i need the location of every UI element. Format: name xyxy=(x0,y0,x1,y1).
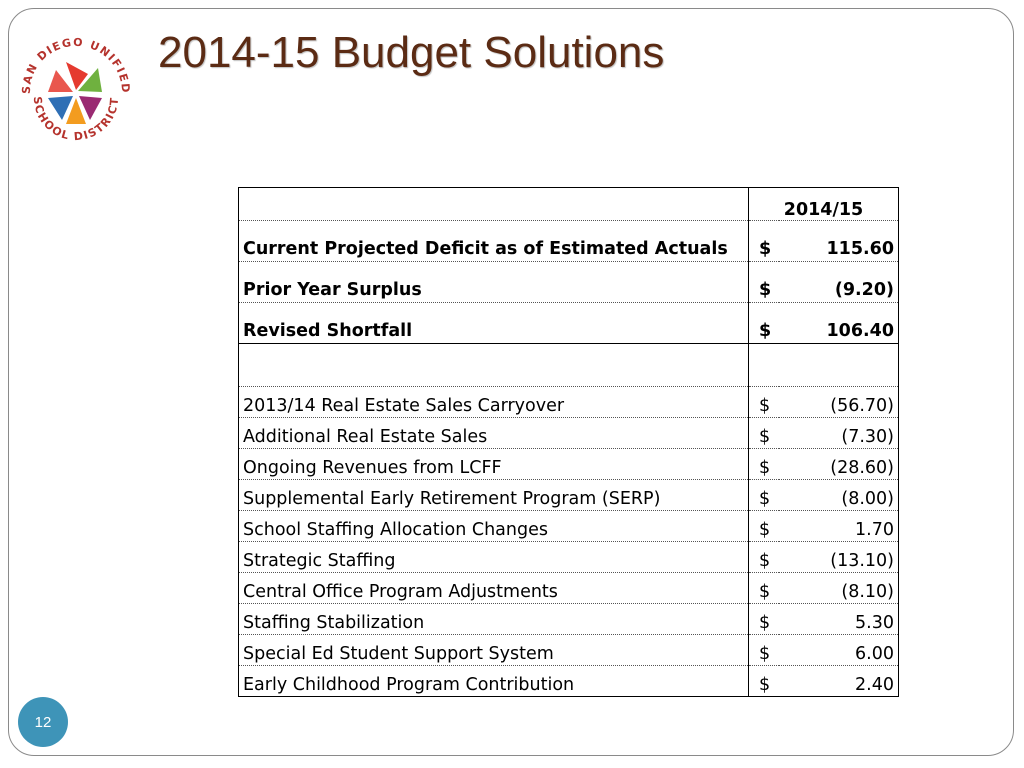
table-row xyxy=(239,480,899,511)
budget-table xyxy=(238,187,899,697)
table-row xyxy=(239,449,899,480)
logo-text-bottom: SCHOOL DISTRICT xyxy=(30,95,122,144)
row-label: Prior Year Surplus xyxy=(239,262,749,303)
currency-symbol: $ xyxy=(749,480,779,511)
summary-row xyxy=(239,262,899,303)
table-row xyxy=(239,511,899,542)
row-amount: 2.40 xyxy=(779,666,899,697)
row-amount: (9.20) xyxy=(779,262,899,303)
currency-symbol: $ xyxy=(749,542,779,573)
row-amount xyxy=(779,344,899,387)
row-label: Supplemental Early Retirement Program (SERP) xyxy=(239,480,749,511)
table-row xyxy=(239,418,899,449)
slide-title: 2014-15 Budget Solutions xyxy=(158,28,665,77)
star-icon xyxy=(48,62,102,124)
currency-symbol: $ xyxy=(749,418,779,449)
table-row xyxy=(239,542,899,573)
logo-text-top: SAN DIEGO UNIFIED xyxy=(19,35,133,95)
row-label: Special Ed Student Support System xyxy=(239,635,749,666)
page-number-badge: 12 xyxy=(18,697,68,747)
row-label: Revised Shortfall xyxy=(239,303,749,344)
row-label: Current Projected Deficit as of Estimated Actuals xyxy=(239,221,749,262)
spacer-row xyxy=(239,344,899,387)
currency-symbol: $ xyxy=(749,573,779,604)
currency-symbol: $ xyxy=(749,221,779,262)
row-amount: (7.30) xyxy=(779,418,899,449)
currency-symbol: $ xyxy=(749,604,779,635)
currency-symbol: $ xyxy=(749,449,779,480)
row-amount: (8.00) xyxy=(779,480,899,511)
row-label: 2013/14 Real Estate Sales Carryover xyxy=(239,387,749,418)
row-amount: 115.60 xyxy=(779,221,899,262)
currency-symbol: $ xyxy=(749,511,779,542)
row-amount: (13.10) xyxy=(779,542,899,573)
row-amount: (8.10) xyxy=(779,573,899,604)
row-label: Additional Real Estate Sales xyxy=(239,418,749,449)
header-blank-cell xyxy=(239,188,749,221)
table-row xyxy=(239,573,899,604)
currency-symbol: $ xyxy=(749,666,779,697)
table-row xyxy=(239,666,899,697)
table-row xyxy=(239,387,899,418)
summary-row xyxy=(239,221,899,262)
row-label: Ongoing Revenues from LCFF xyxy=(239,449,749,480)
currency-symbol: $ xyxy=(749,387,779,418)
row-label: Central Office Program Adjustments xyxy=(239,573,749,604)
table-header-row xyxy=(239,188,899,221)
row-label xyxy=(239,344,749,387)
row-amount: (28.60) xyxy=(779,449,899,480)
row-label: Staffing Stabilization xyxy=(239,604,749,635)
row-amount: 1.70 xyxy=(779,511,899,542)
row-amount: 106.40 xyxy=(779,303,899,344)
row-amount: 5.30 xyxy=(779,604,899,635)
row-label: School Staffing Allocation Changes xyxy=(239,511,749,542)
table-row xyxy=(239,635,899,666)
currency-symbol xyxy=(749,344,779,387)
table-row xyxy=(239,604,899,635)
row-amount: 6.00 xyxy=(779,635,899,666)
row-label: Early Childhood Program Contribution xyxy=(239,666,749,697)
currency-symbol: $ xyxy=(749,303,779,344)
row-label: Strategic Staffing xyxy=(239,542,749,573)
school-district-logo xyxy=(12,28,140,156)
row-amount: (56.70) xyxy=(779,387,899,418)
currency-symbol: $ xyxy=(749,635,779,666)
currency-symbol: $ xyxy=(749,262,779,303)
summary-row xyxy=(239,303,899,344)
column-header-year: 2014/15 xyxy=(749,188,899,221)
